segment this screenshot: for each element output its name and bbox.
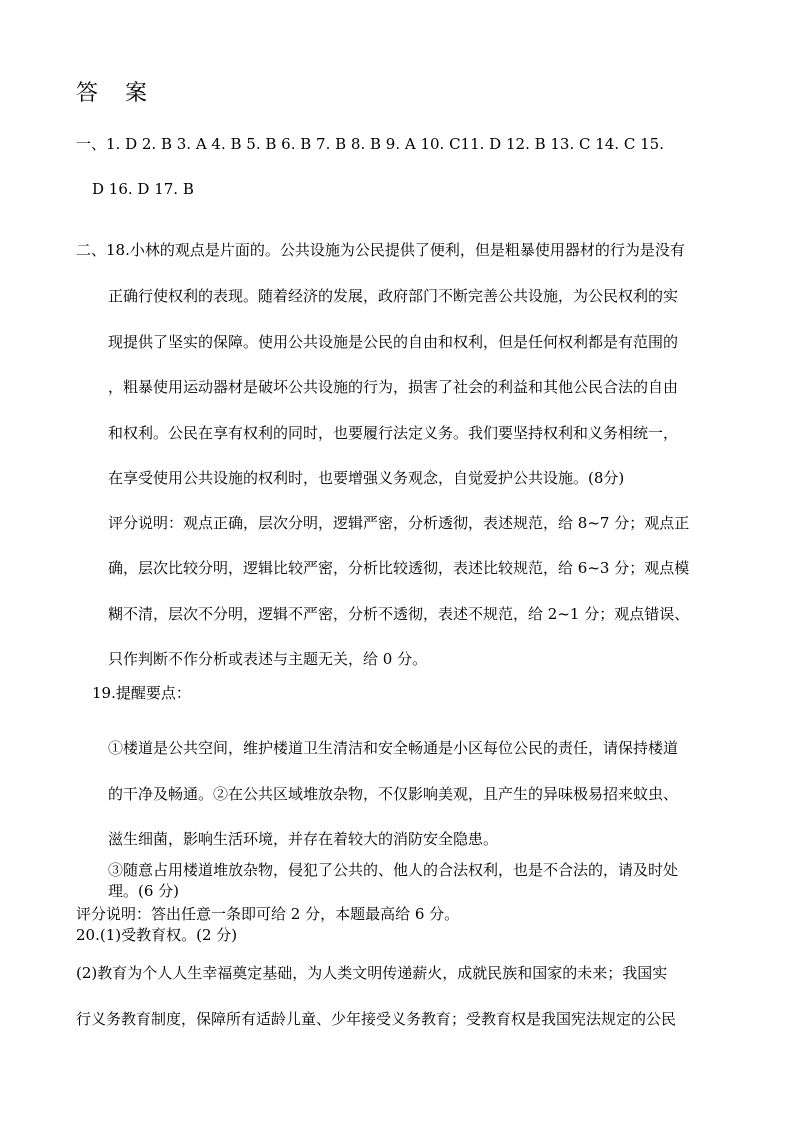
q18-line-4: ，粗暴使用运动器材是破坏公共设施的行为，损害了社会的利益和其他公民合法的自由 xyxy=(108,378,679,396)
q19-line-3: 滋生细菌，影响生活环境，并存在着较大的消防安全隐患。 xyxy=(108,830,499,848)
q18-scoring-line-4: 只作判断不作分析或表述与主题无关，给 0 分。 xyxy=(108,650,428,668)
q20-part1: 20.(1)受教育权。(2 分) xyxy=(76,926,238,944)
q20-part2-line-1: (2)教育为个人人生幸福奠定基础，为人类文明传递薪火，成就民族和国家的未来；我国实 xyxy=(76,964,668,982)
q19-line-2: 的干净及畅通。②在公共区域堆放杂物，不仅影响美观，且产生的异味极易招来蚊虫、 xyxy=(108,785,679,803)
q19-line-1: ①楼道是公共空间，维护楼道卫生清洁和安全畅通是小区每位公民的责任，请保持楼道 xyxy=(108,739,679,757)
page-title: 答 案 xyxy=(76,81,157,106)
q18-line-3: 现提供了坚实的保障。使用公共设施是公民的自由和权利，但是任何权利都是有范围的 xyxy=(108,333,679,351)
q19-heading: 19.提醒要点： xyxy=(92,684,191,702)
q19-scoring: 评分说明：答出任意一条即可给 2 分，本题最高给 6 分。 xyxy=(76,905,460,923)
q18-line-5: 和权利。公民在享有权利的同时，也要履行法定义务。我们要坚持权利和义务相统一， xyxy=(108,424,679,442)
q18-scoring-line-2: 确，层次比较分明，逻辑比较严密，分析比较透彻，表述比较规范，给 6~3 分；观点模 xyxy=(108,559,690,577)
mc-answers-line-2: D 16. D 17. B xyxy=(92,180,194,198)
q18-scoring-line-3: 糊不清，层次不分明，逻辑不严密，分析不透彻，表述不规范，给 2~1 分；观点错误、 xyxy=(108,605,690,623)
q19-line-4: ③随意占用楼道堆放杂物，侵犯了公共的、他人的合法权利，也是不合法的，请及时处 xyxy=(108,861,679,879)
q20-part2-line-2: 行义务教育制度，保障所有适龄儿童、少年接受义务教育；受教育权是我国宪法规定的公民 xyxy=(76,1010,677,1028)
q19-line-5: 理。(6 分) xyxy=(108,882,180,900)
q18-scoring-line-1: 评分说明：观点正确，层次分明，逻辑严密，分析透彻，表述规范，给 8~7 分；观点正 xyxy=(108,514,690,532)
q18-line-6: 在享受使用公共设施的权利时，也要增强义务观念，自觉爱护公共设施。(8分) xyxy=(108,469,625,487)
q18-line-1: 二、18.小林的观点是片面的。公共设施为公民提供了便利，但是粗暴使用器材的行为是没有 xyxy=(76,241,685,259)
q18-line-2: 正确行使权利的表现。随着经济的发展，政府部门不断完善公共设施，为公民权利的实 xyxy=(108,287,679,305)
mc-answers-line-1: 一、1. D 2. B 3. A 4. B 5. B 6. B 7. B 8. B 9. A 10. C11. D 12. B 13. C 14. C 15. xyxy=(76,135,664,153)
